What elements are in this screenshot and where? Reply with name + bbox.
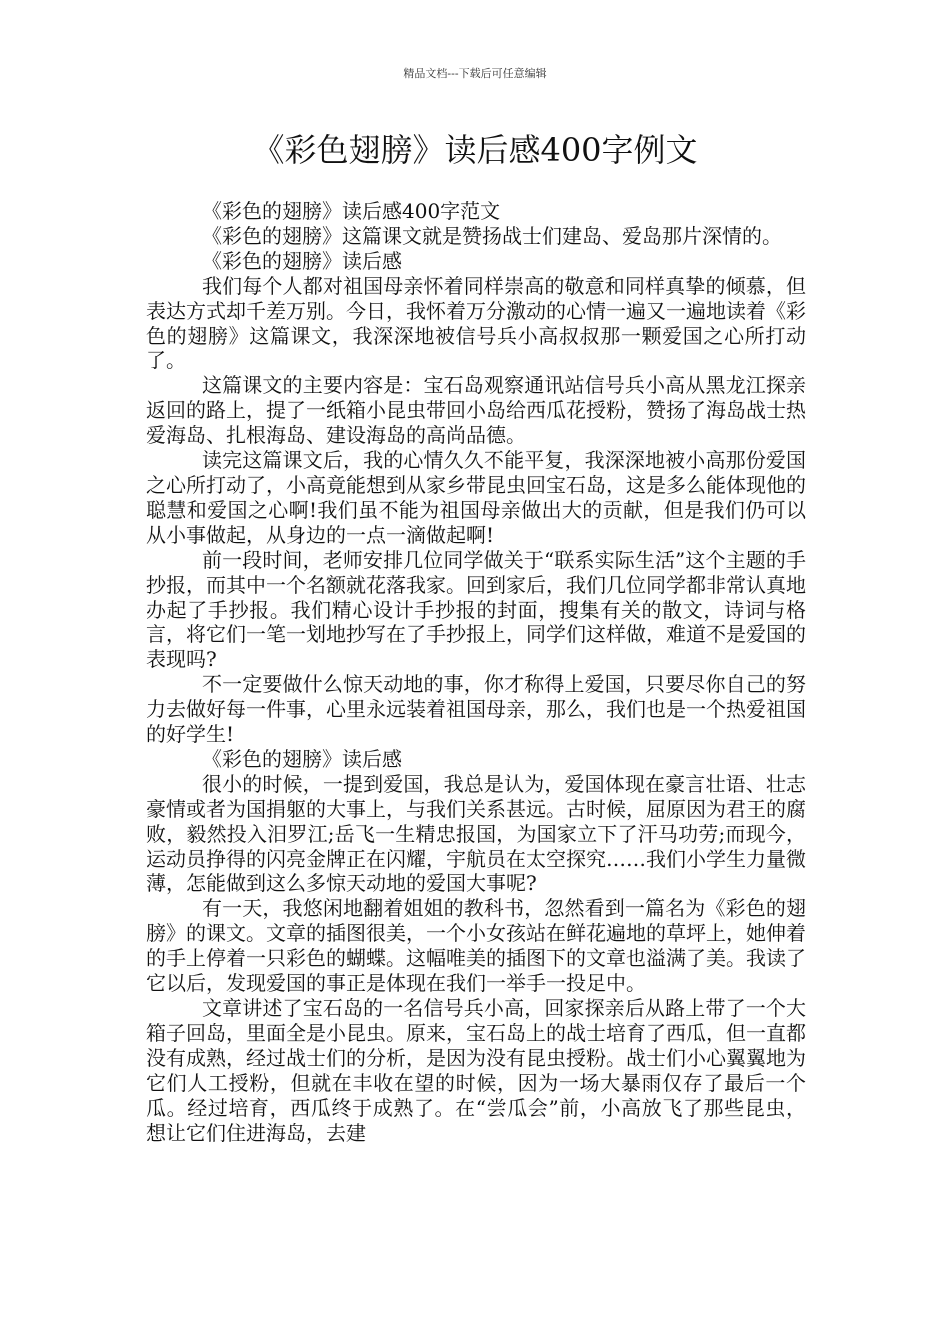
body-paragraph: 文章讲述了宝石岛的一名信号兵小高，回家探亲后从路上带了一个大箱子回岛，里面全是小昆虫。原来，宝石岛上的战士培育了西瓜，但一直都没有成熟，经过战士们的分析，是因为没有昆虫授粉。战士们小心翼翼地为它们人工授粉，但就在丰收在望的时候，因为一场大暴雨仅存了最后一个瓜。经过培育，西瓜终于成熟了。在“尝瓜会”前，小高放飞了那些昆虫，想让它们住进海岛，去建 <box>146 996 806 1145</box>
section-heading: 《彩色的翅膀》读后感 <box>202 746 402 771</box>
body-paragraph: 我们每个人都对祖国母亲怀着同样崇高的敬意和同样真挚的倾慕，但表达方式却千差万别。今日，我怀着万分激动的心情一遍又一遍地读着《彩色的翅膀》这篇课文，我深深地被信号兵小高叔叔那一颗爱国之心所打动了。 <box>146 273 806 373</box>
body-paragraph: 不一定要做什么惊天动地的事，你才称得上爱国，只要尽你自己的努力去做好每一件事，心里永远装着祖国母亲，那么，我们也是一个热爱祖国的好学生! <box>146 672 806 747</box>
body-paragraph: 有一天，我悠闲地翻着姐姐的教科书，忽然看到一篇名为《彩色的翅膀》的课文。文章的插图很美，一个小女孩站在鲜花遍地的草坪上，她伸着的手上停着一只彩色的蝴蝶。这幅唯美的插图下的文章也溢满了美。我读了它以后，发现爱国的事正是体现在我们一举手一投足中。 <box>146 896 806 996</box>
body-paragraph: 读完这篇课文后，我的心情久久不能平复，我深深地被小高那份爱国之心所打动了，小高竟能想到从家乡带昆虫回宝石岛，这是多么能体现他的聪慧和爱国之心啊!我们虽不能为祖国母亲做出大的贡献，但是我们仍可以从小事做起，从身边的一点一滴做起啊! <box>146 448 806 547</box>
subtitle-line: 《彩色的翅膀》读后感400字范文 <box>202 199 501 223</box>
body-paragraph: 前一段时间，老师安排几位同学做关于“联系实际生活”这个主题的手抄报，而其中一个名额就花落我家。回到家后，我们几位同学都非常认真地办起了手抄报。我们精心设计手抄报的封面，搜集有关的散文，诗词与格言，将它们一笔一划地抄写在了手抄报上，同学们这样做，难道不是爱国的表现吗? <box>146 547 806 672</box>
section-heading: 《彩色的翅膀》读后感 <box>202 248 402 273</box>
intro-paragraph: 《彩色的翅膀》这篇课文就是赞扬战士们建岛、爱岛那片深情的。 <box>202 223 782 248</box>
body-paragraph: 很小的时候，一提到爱国，我总是认为，爱国体现在豪言壮语、壮志豪情或者为国捐躯的大事上，与我们关系甚远。古时候，屈原因为君王的腐败，毅然投入汨罗江;岳飞一生精忠报国，为国家立下了汗马功劳;而现今，运动员挣得的闪亮金牌正在闪耀，宇航员在太空探究……我们小学生力量微薄，怎能做到这么多惊天动地的爱国大事呢? <box>146 771 806 896</box>
body-paragraph: 这篇课文的主要内容是：宝石岛观察通讯站信号兵小高从黑龙江探亲返回的路上，提了一纸箱小昆虫带回小岛给西瓜花授粉，赞扬了海岛战士热爱海岛、扎根海岛、建设海岛的高尚品德。 <box>146 373 806 448</box>
document-title: 《彩色翅膀》读后感400字例文 <box>252 131 698 169</box>
page-header-note: 精品文档---下载后可任意编辑 <box>403 67 547 80</box>
document-body <box>146 199 806 1145</box>
